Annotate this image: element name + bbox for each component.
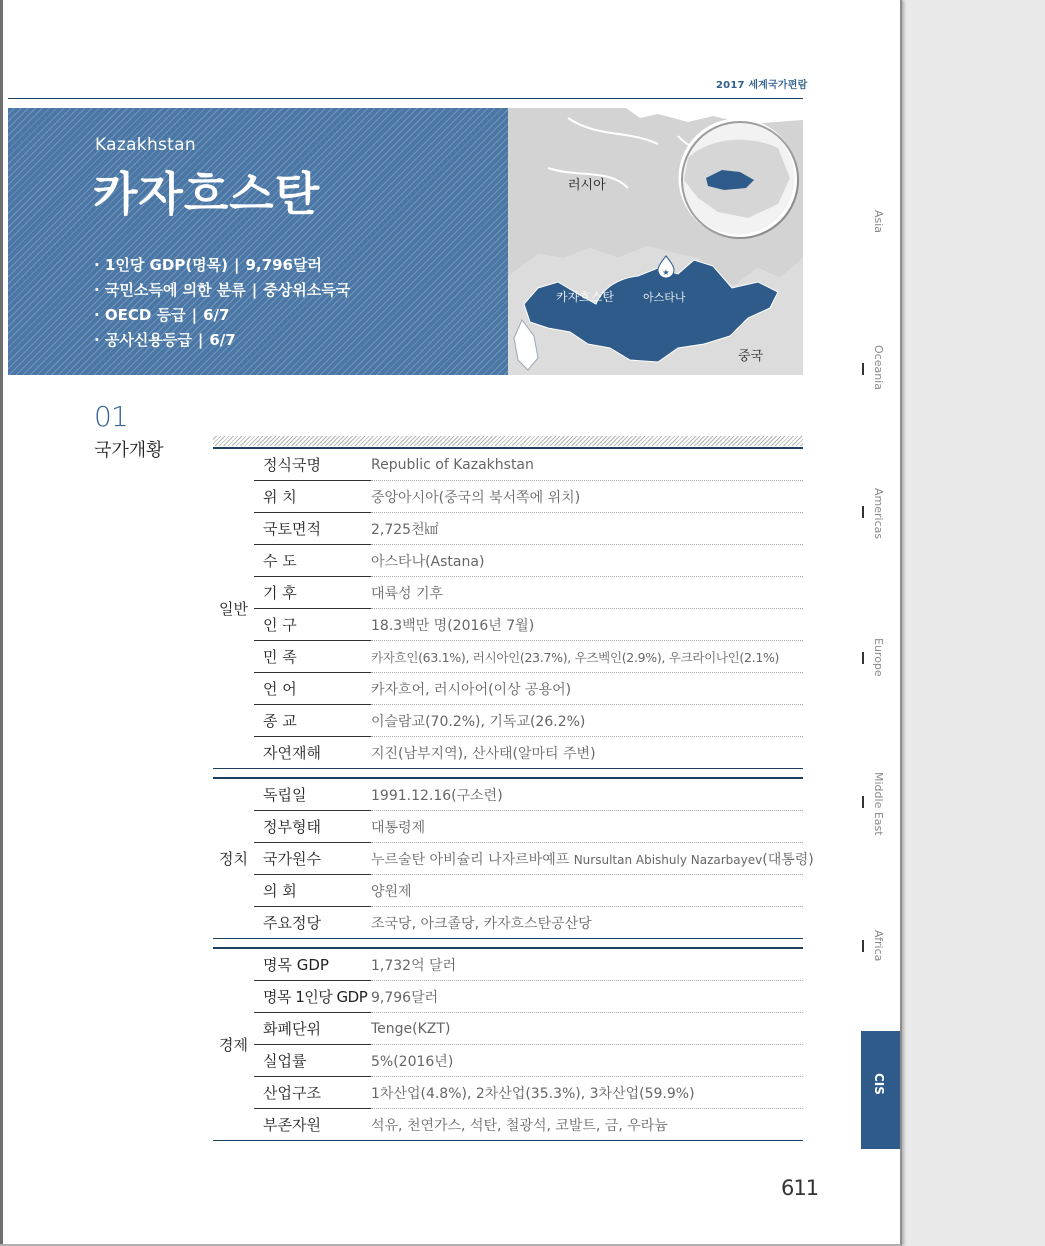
row-label: 언 어 <box>254 673 371 705</box>
running-header: 2017 세계국가편람 <box>716 80 808 91</box>
fact-label: · 공사신용등급 <box>94 331 192 349</box>
row-label: 정부형태 <box>254 811 371 843</box>
table-row <box>213 481 803 513</box>
head-of-state-en: Nursultan Abishuly Nazarbayev <box>573 852 763 867</box>
row-value: 9,796달러 <box>371 981 803 1013</box>
section-title: 국가개황 <box>94 440 164 461</box>
table-row <box>213 843 803 875</box>
category-label: 경제 <box>219 1036 248 1054</box>
category-label: 일반 <box>219 600 248 618</box>
row-label: 의 회 <box>254 875 371 907</box>
country-banner <box>8 108 508 375</box>
table-row <box>213 545 803 577</box>
row-value: 석유, 천연가스, 석탄, 철광석, 코발트, 금, 우라늄 <box>371 1117 668 1134</box>
table-row <box>213 907 803 939</box>
country-map <box>508 108 803 375</box>
row-value: 양원제 <box>371 875 803 907</box>
tab-tick <box>862 506 864 518</box>
table-row <box>213 811 803 843</box>
tab-label: Africa <box>872 930 885 962</box>
row-label: 수 도 <box>254 545 371 577</box>
country-name-en: Kazakhstan <box>95 135 196 155</box>
row-label: 독립일 <box>254 778 371 811</box>
row-value: 카자흐인(63.1%), 러시아인(23.7%), 우즈벡인(2.9%), 우크라이나인(2.1%) <box>371 641 803 673</box>
fact-separator: | <box>197 331 204 349</box>
header-rule <box>8 98 803 99</box>
table-row <box>213 875 803 907</box>
table-row <box>213 705 803 737</box>
tab-label: CIS <box>872 1073 886 1095</box>
table-row <box>213 778 803 811</box>
table-row <box>213 1045 803 1077</box>
row-value: 이슬람교(70.2%), 기독교(26.2%) <box>371 705 803 737</box>
fact-value: 9,796달러 <box>245 256 322 274</box>
row-label: 국가원수 <box>254 843 371 875</box>
map-label-russia: 러시아 <box>568 178 606 193</box>
group-politics <box>213 778 814 939</box>
row-label: 정식국명 <box>254 448 371 481</box>
page-edge <box>0 0 3 1244</box>
capital-star-icon: ★ <box>662 268 670 277</box>
table-row <box>213 981 803 1013</box>
row-label: 주요정당 <box>263 914 321 932</box>
group-economy <box>213 948 803 1141</box>
table-row <box>213 609 803 641</box>
group-general <box>213 448 803 769</box>
row-value: 1차산업(4.8%), 2차산업(35.3%), 3차산업(59.9%) <box>371 1077 803 1109</box>
fact-oecd <box>94 303 350 328</box>
fact-value: 6/7 <box>203 306 230 324</box>
row-value: 2,725천㎢ <box>371 513 803 545</box>
tab-label: Americas <box>872 488 885 540</box>
row-value: 지진(남부지역), 산사태(알마티 주변) <box>371 745 596 762</box>
row-label: 위 치 <box>254 481 371 513</box>
fact-value: 중상위소득국 <box>263 281 351 299</box>
fact-credit <box>94 328 350 353</box>
group-gap <box>213 939 803 949</box>
map-label-china: 중국 <box>738 349 764 364</box>
row-value: Republic of Kazakhstan <box>371 448 803 481</box>
row-label: 산업구조 <box>254 1077 371 1109</box>
table-row <box>213 448 803 481</box>
row-label: 화폐단위 <box>254 1013 371 1045</box>
head-of-state-title: (대통령) <box>762 851 814 868</box>
tab-label: Europe <box>872 638 885 677</box>
fact-label: · 1인당 GDP(명목) <box>94 256 229 274</box>
country-info-table <box>213 447 814 1141</box>
table-row <box>213 1013 803 1045</box>
row-label: 부존자원 <box>263 1116 321 1134</box>
row-label: 국토면적 <box>254 513 371 545</box>
tab-cis[interactable] <box>861 1031 900 1149</box>
row-label: 종 교 <box>254 705 371 737</box>
page-number: 611 <box>781 1176 819 1200</box>
fact-separator: | <box>251 281 258 299</box>
row-value: 대륙성 기후 <box>371 577 803 609</box>
fact-separator: | <box>234 256 240 274</box>
table-row <box>213 948 803 981</box>
key-facts <box>94 253 350 353</box>
section-number: 01 <box>94 400 128 433</box>
tab-label: Oceania <box>872 345 885 390</box>
tab-tick <box>862 652 864 664</box>
table-row <box>213 1077 803 1109</box>
map-label-kazakhstan: 카자흐스탄 <box>556 290 614 304</box>
fact-value: 6/7 <box>209 331 236 349</box>
table-row <box>213 1109 803 1141</box>
row-value: 5%(2016년) <box>371 1045 803 1077</box>
table-row <box>213 737 803 769</box>
tab-tick <box>862 363 864 375</box>
tab-label: Middle East <box>872 772 885 836</box>
row-value: 중앙아시아(중국의 북서쪽에 위치) <box>371 481 803 513</box>
map-label-capital: 아스타나 <box>643 291 686 304</box>
row-label: 명목 GDP <box>254 948 371 981</box>
row-value: 대통령제 <box>371 811 803 843</box>
row-value: 18.3백만 명(2016년 7월) <box>371 609 803 641</box>
section-hatch-bar <box>213 436 803 446</box>
row-label: 명목 1인당 GDP <box>254 981 371 1013</box>
row-label: 자연재해 <box>263 744 321 762</box>
category-label: 정치 <box>219 850 248 868</box>
table-row <box>213 641 803 673</box>
row-value: 조국당, 아크졸당, 카자흐스탄공산당 <box>371 915 592 932</box>
fact-label: · OECD 등급 <box>94 306 186 324</box>
row-value: 1991.12.16(구소련) <box>371 778 803 811</box>
row-label: 기 후 <box>254 577 371 609</box>
fact-separator: | <box>191 306 198 324</box>
row-value: 카자흐어, 러시아어(이상 공용어) <box>371 673 803 705</box>
tab-label: Asia <box>872 210 885 234</box>
group-gap <box>213 769 803 779</box>
tab-tick <box>862 940 864 952</box>
table-row <box>213 673 803 705</box>
row-value: Tenge(KZT) <box>371 1013 803 1045</box>
row-label: 실업률 <box>254 1045 371 1077</box>
table-row <box>213 513 803 545</box>
row-value: 1,732억 달러 <box>371 948 803 981</box>
row-value: 아스타나(Astana) <box>371 545 803 577</box>
row-label: 인 구 <box>254 609 371 641</box>
row-label: 민 족 <box>254 641 371 673</box>
head-of-state-kr: 누르술탄 아비슐리 나자르바예프 <box>371 851 570 868</box>
map-svg <box>508 108 803 375</box>
tab-tick <box>862 796 864 808</box>
fact-label: · 국민소득에 의한 분류 <box>94 281 246 299</box>
row-value <box>371 843 814 875</box>
fact-gdp <box>94 253 350 278</box>
country-name-kr: 카자흐스탄 <box>93 167 321 221</box>
table-row <box>213 577 803 609</box>
fact-income-class <box>94 278 350 303</box>
